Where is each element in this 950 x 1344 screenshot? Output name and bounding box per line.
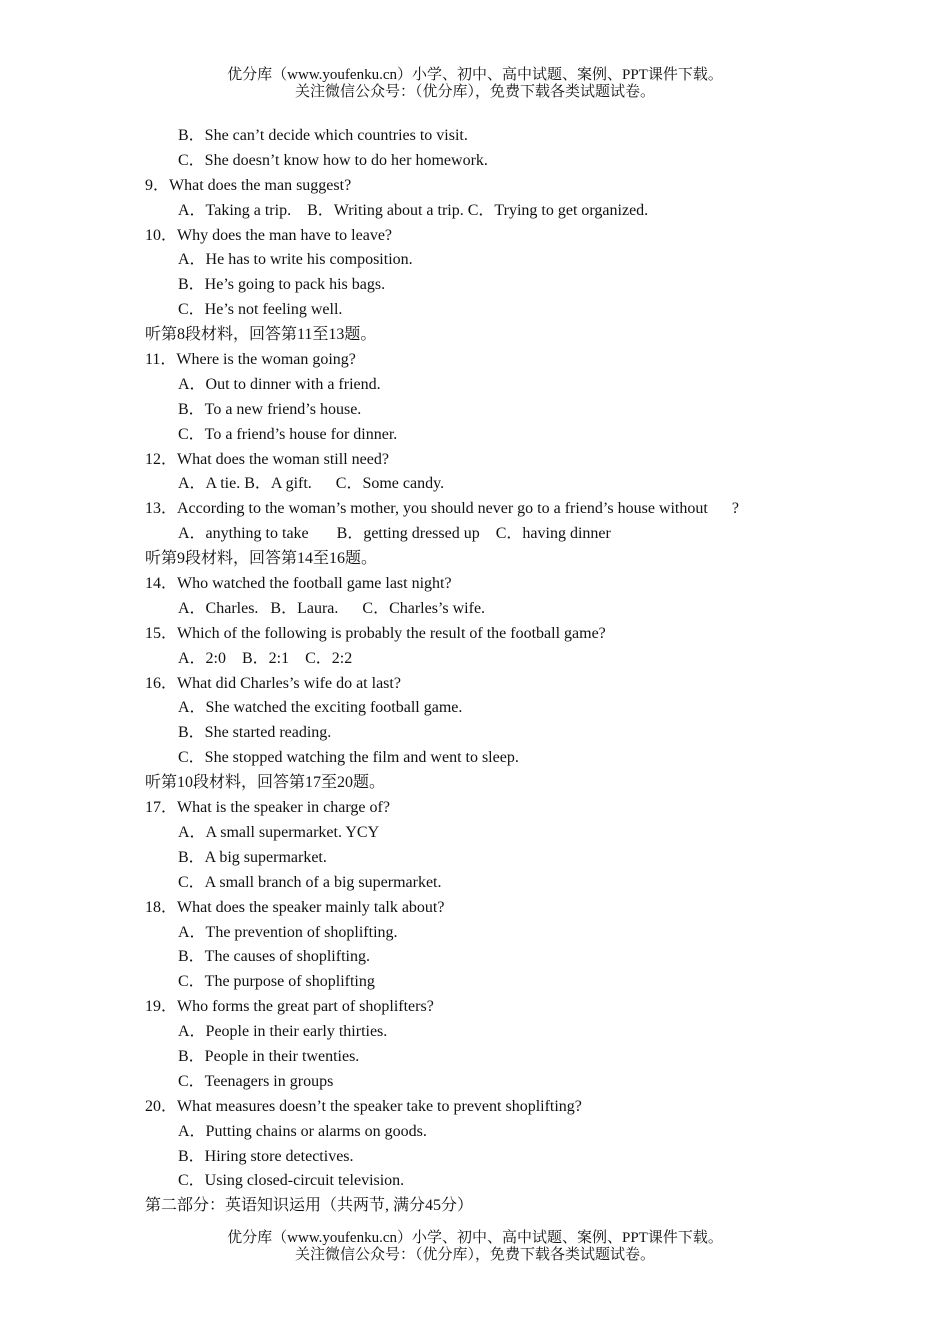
- option-line: B．She started reading.: [178, 724, 332, 742]
- option-line: A．anything to take B．getting dressed up C．having dinner: [178, 525, 611, 543]
- option-line: B．A big supermarket.: [178, 848, 327, 866]
- question-line: 9．What does the man suggest?: [145, 176, 352, 194]
- footer-line-2: 关注微信公众号：（优分库），免费下载各类试题试卷。: [294, 1247, 655, 1263]
- question-line: 18．What does the speaker mainly talk about?: [145, 898, 445, 916]
- option-line: A．A small supermarket. YCY: [178, 823, 380, 841]
- question-line: 19．Who forms the great part of shoplifters?: [145, 998, 434, 1016]
- question-line: 11．Where is the woman going?: [145, 351, 356, 369]
- question-line: 12．What does the woman still need?: [145, 450, 389, 468]
- exam-content: [0, 124, 950, 1219]
- section-heading: 听第10段材料，回答第17至20题。: [145, 774, 386, 792]
- question-line: 17．What is the speaker in charge of?: [145, 799, 390, 817]
- question-line: 15．Which of the following is probably the result of the football game?: [145, 624, 606, 642]
- option-line: B．People in their twenties.: [178, 1047, 360, 1065]
- section-heading: 第二部分：英语知识运用（共两节, 满分45分）: [145, 1197, 474, 1215]
- page-footer: [0, 1230, 950, 1264]
- option-line: A．Taking a trip. B．Writing about a trip. C．Trying to get organized.: [178, 201, 649, 219]
- section-heading: 听第8段材料，回答第11至13题。: [145, 326, 377, 344]
- option-line: A．She watched the exciting football game.: [178, 699, 463, 717]
- option-line: B．She can’t decide which countries to visit.: [178, 127, 468, 144]
- option-line: B．Hiring store detectives.: [178, 1147, 354, 1165]
- header-line-1: 优分库（www.youfenku.cn）小学、初中、高中试题、案例、PPT课件下载。: [227, 67, 723, 83]
- option-line: A．Putting chains or alarms on goods.: [178, 1122, 427, 1140]
- option-line: C．She stopped watching the film and went to sleep.: [178, 749, 519, 767]
- option-line: C．He’s not feeling well.: [178, 301, 343, 319]
- option-line: C．She doesn’t know how to do her homework.: [178, 151, 488, 169]
- page-header: [0, 67, 950, 101]
- option-line: B．To a new friend’s house.: [178, 400, 362, 418]
- option-line: A．Charles. B．Laura. C．Charles’s wife.: [178, 599, 486, 617]
- footer-line-1: 优分库（www.youfenku.cn）小学、初中、高中试题、案例、PPT课件下载。: [227, 1230, 723, 1246]
- option-line: A．2:0 B．2:1 C．2:2: [178, 649, 353, 667]
- question-line: 20．What measures doesn’t the speaker take to prevent shoplifting?: [145, 1097, 582, 1115]
- option-line: A．Out to dinner with a friend.: [178, 375, 381, 393]
- option-line: B．The causes of shoplifting.: [178, 948, 370, 966]
- question-line: 16．What did Charles’s wife do at last?: [145, 674, 401, 692]
- question-line: 10．Why does the man have to leave?: [145, 226, 393, 244]
- option-line: A．He has to write his composition.: [178, 251, 413, 269]
- option-line: C．To a friend’s house for dinner.: [178, 425, 398, 443]
- option-line: C．Using closed-circuit television.: [178, 1172, 405, 1190]
- option-line: C．Teenagers in groups: [178, 1072, 334, 1090]
- question-line: 14．Who watched the football game last night?: [145, 575, 452, 593]
- header-line-2: 关注微信公众号：（优分库），免费下载各类试题试卷。: [294, 84, 655, 100]
- option-line: A．People in their early thirties.: [178, 1023, 388, 1041]
- question-line: 13．According to the woman’s mother, you should never go to a friend’s house without ?: [145, 500, 739, 518]
- option-line: C．The purpose of shoplifting: [178, 973, 375, 991]
- option-line: A．The prevention of shoplifting.: [178, 923, 398, 941]
- option-line: B．He’s going to pack his bags.: [178, 276, 386, 294]
- option-line: C．A small branch of a big supermarket.: [178, 873, 442, 891]
- option-line: A．A tie. B．A gift. C．Some candy.: [178, 475, 445, 493]
- section-heading: 听第9段材料，回答第14至16题。: [145, 550, 378, 568]
